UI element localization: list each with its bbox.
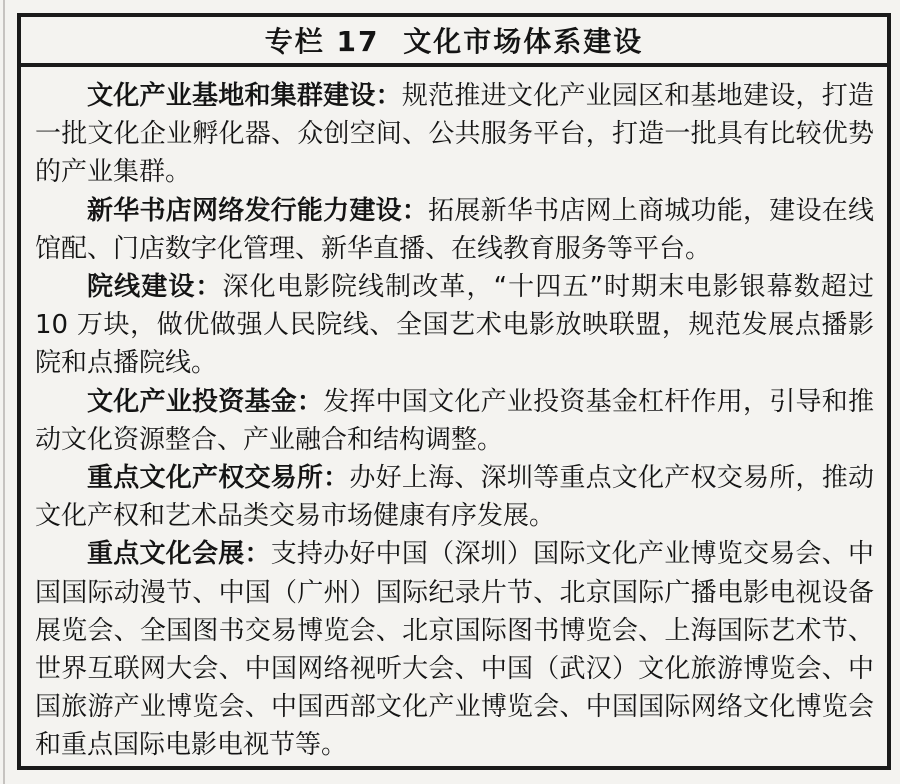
paragraph-text: 拓展新华书店网上商城功能，建设在线馆配、门店数字化管理、新华直播、在线教育服务等平台。 — [35, 195, 874, 264]
paragraph — [35, 268, 874, 383]
paragraph — [35, 77, 874, 192]
paragraph-text: 发挥中国文化产业投资基金杠杆作用，引导和推动文化资源整合、产业融合和结构调整。 — [35, 386, 874, 455]
paragraph-lead: 重点文化会展： — [87, 539, 271, 570]
page-edge-artifact — [3, 0, 5, 784]
paragraph-text: 深化电影院线制改革，“十四五”时期末电影银幕数超过 10 万块，做优做强人民院线、全国艺术电影放映联盟，规范发展点播影院和点播院线。 — [35, 272, 874, 379]
panel-title-label: 专栏 17 — [264, 25, 380, 58]
paragraph-text: 支持办好中国（深圳）国际文化产业博览交易会、中国国际动漫节、中国（广州）国际纪录片节、北京国际广播电影电视设备展览会、全国图书交易博览会、北京国际图书博览会、上海国际艺术节、世界互联网大会、中国网络视听大会、中国（武汉）文化旅游博览会、中国旅游产业博览会、中国西部文化产业博览会、中国国际网络文化博览会和重点国际电影电视节等。 — [35, 539, 874, 761]
column-panel — [17, 13, 891, 770]
paragraph-lead: 文化产业基地和集群建设： — [87, 81, 402, 111]
panel-title-text: 文化市场体系建设 — [403, 25, 644, 58]
paragraph-text: 规范推进文化产业园区和基地建设，打造一批文化企业孵化器、众创空间、公共服务平台，打造一批具有比较优势的产业集群。 — [35, 81, 874, 188]
paragraph-text: 办好上海、深圳等重点文化产权交易所，推动文化产权和艺术品类交易市场健康有序发展。 — [35, 463, 874, 532]
paragraph — [35, 383, 874, 459]
paragraph — [35, 192, 874, 268]
paragraph — [35, 459, 874, 535]
paragraph-lead: 重点文化产权交易所： — [87, 463, 350, 494]
paragraph-lead: 文化产业投资基金： — [87, 386, 324, 417]
paragraph-lead: 新华书店网络发行能力建设： — [87, 195, 429, 226]
panel-title — [21, 17, 887, 67]
panel-body — [21, 67, 887, 765]
paragraph — [35, 535, 874, 764]
paragraph-lead: 院线建设： — [87, 272, 223, 303]
